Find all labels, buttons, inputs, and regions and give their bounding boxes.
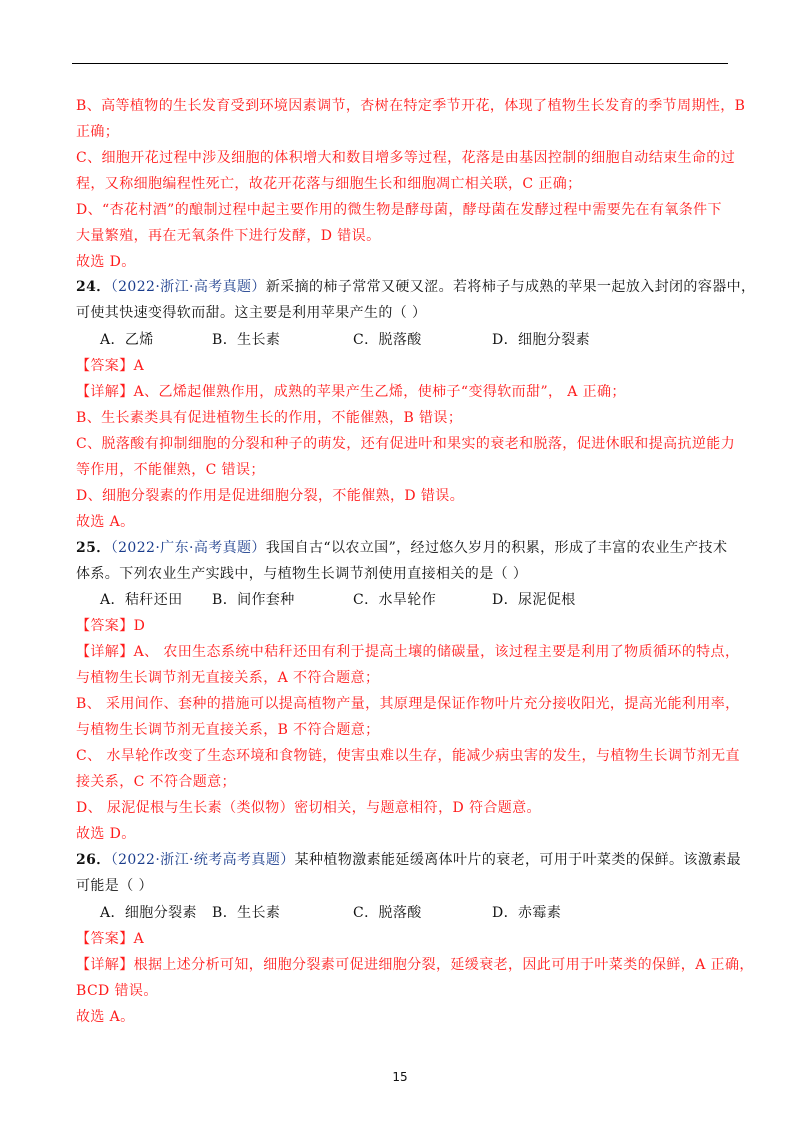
q24-source-tag: （2022·浙江·高考真题） [110,279,266,295]
q25-option-d: D．尿泥促根 [492,592,576,608]
q25-answer: 【答案】D [76,618,146,634]
q25-option-c: C．水旱轮作 [353,592,437,608]
prev-detail-c-line1: C、细胞开花过程中涉及细胞的体积增大和数目增多等过程，花落是由基因控制的细胞自动结束生命的过 [76,150,736,166]
q24-option-a: A．乙烯 [100,332,154,348]
q25-detail-d: D、 尿泥促根与生长素（类似物）密切相关，与题意相符，D 符合题意。 [76,800,541,816]
q26-detail-line1: 【详解】根据上述分析可知，细胞分裂素可促进细胞分裂，延缓衰老，因此可用于叶菜类的保鲜，A 正确， [76,957,754,973]
q25-detail-c-line2: 接关系，C 不符合题意； [76,774,236,790]
q24-detail-c-line1: C、脱落酸有抑制细胞的分裂和种子的萌发，还有促进叶和果实的衰老和脱落，促进休眠和提高抗逆能力 [76,436,736,452]
q25-conclusion: 故选 D。 [76,826,136,842]
q24-detail-d: D、细胞分裂素的作用是促进细胞分裂，不能催熟，D 错误。 [76,488,465,504]
q25-option-b: B．间作套种 [212,592,295,608]
q25-detail-b-line2: 与植物生长调节剂无直接关系，B 不符合题意； [76,722,380,738]
q24-number: 24． [76,279,111,295]
q24-detail-a: 【详解】A、乙烯起催熟作用，成熟的苹果产生乙烯，使柿子“变得软而甜”， A 正确； [76,384,626,400]
q25-stem-text1: 我国自古“以农立国”，经过悠久岁月的积累，形成了丰富的农业生产技术 [265,540,728,556]
q24-stem-line1 [76,277,755,297]
q26-option-c: C．脱落酸 [353,905,422,921]
q25-number: 25． [76,540,111,556]
q25-source-tag: （2022·广东·高考真题） [110,540,266,556]
q25-detail-c-line1: C、 水旱轮作改变了生态环境和食物链，使害虫难以生存，能减少病虫害的发生，与植物生长调节剂无直 [76,748,740,764]
prev-detail-d-line2: 大量繁殖，再在无氧条件下进行发酵，D 错误。 [76,228,381,244]
q26-option-b: B．生长素 [212,905,281,921]
q24-stem-line2: 可使其快速变得软而甜。这主要是利用苹果产生的（ ） [76,305,427,321]
q26-option-d: D．赤霉素 [492,905,562,921]
q25-option-a: A．秸秆还田 [100,592,183,608]
q26-source-tag: （2022·浙江·统考高考真题） [110,852,295,868]
q25-detail-b-line1: B、 采用间作、套种的措施可以提高植物产量，其原理是保证作物叶片充分接收阳光，提高光能利用率， [76,696,740,712]
prev-detail-d-line1: D、“杏花村酒”的酿制过程中起主要作用的微生物是酵母菌，酵母菌在发酵过程中需要先在有氧条件下 [76,202,722,218]
q26-stem-line1 [76,850,741,870]
prev-detail-b-line2: 正确； [76,124,120,140]
prev-detail-b-line1: B、高等植物的生长发育受到环境因素调节，杏树在特定季节开花，体现了植物生长发育的季节周期性，B [76,98,746,114]
q25-detail-a-line2: 与植物生长调节剂无直接关系，A 不符合题意； [76,670,380,686]
q26-number: 26． [76,852,111,868]
q25-detail-a-line1: 【详解】A、 农田生态系统中秸秆还田有利于提高土壤的储碳量，该过程主要是利用了物质循环的特点， [76,644,740,660]
q25-stem-line1 [76,538,727,558]
q24-option-c: C．脱落酸 [353,332,422,348]
q24-detail-c-line2: 等作用，不能催熟，C 错误； [76,462,265,478]
q26-detail-line2: BCD 错误。 [76,983,158,999]
q26-conclusion: 故选 A。 [76,1009,135,1025]
q24-answer: 【答案】A [76,358,145,374]
page-number: 15 [392,1070,408,1084]
q26-option-a: A．细胞分裂素 [100,905,197,921]
header-rule [72,63,728,64]
q24-option-d: D．细胞分裂素 [492,332,591,348]
q26-stem-text1: 某种植物激素能延缓离体叶片的衰老，可用于叶菜类的保鲜。该激素最 [294,852,742,868]
q26-stem-line2: 可能是（ ） [76,878,153,894]
q26-answer: 【答案】A [76,931,145,947]
q25-stem-line2: 体系。下列农业生产实践中，与植物生长调节剂使用直接相关的是（ ） [76,566,528,582]
q24-conclusion: 故选 A。 [76,514,135,530]
prev-detail-c-line2: 程，又称细胞编程性死亡，故花开花落与细胞生长和细胞凋亡相关联，C 正确； [76,176,582,192]
prev-conclusion: 故选 D。 [76,254,136,270]
q24-stem-text1: 新采摘的柿子常常又硬又涩。若将柿子与成熟的苹果一起放入封闭的容器中， [265,279,756,295]
q24-option-b: B．生长素 [212,332,281,348]
q24-detail-b: B、生长素类具有促进植物生长的作用，不能催熟，B 错误； [76,410,463,426]
